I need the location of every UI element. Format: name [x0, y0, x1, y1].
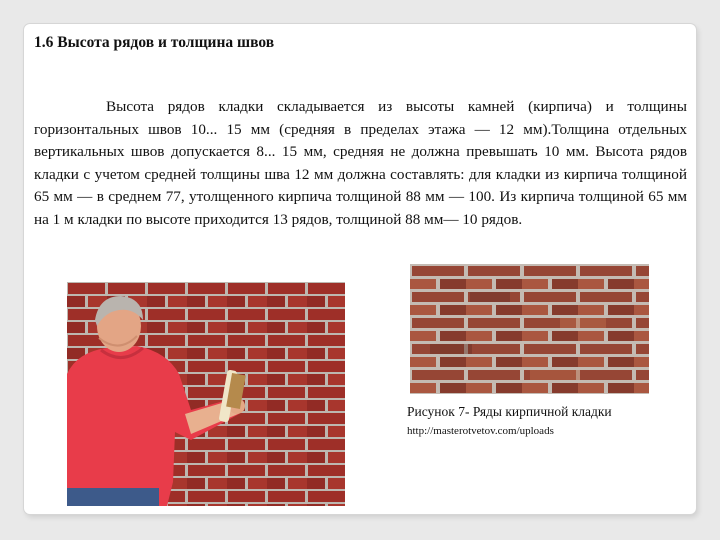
figure-caption: Рисунок 7- Ряды кирпичной кладки — [407, 404, 612, 419]
slide-title: 1.6 Высота рядов и толщина швов — [34, 34, 275, 51]
worker-brick-wall-photo — [67, 282, 345, 506]
body-paragraph: Высота рядов кладки складывается из высоты камней (кирпича) и толщины горизонтальных швов 10... 15 мм (средняя в пределах этажа — 12 мм).Толщина отдельных вертикальных швов допускается 8... 15 мм, средняя не должна превышать 10 мм. Высота рядов кладки с учетом средней толщины шва 12 мм должна составлять: для кладки из кирпича толщиной 65 мм — в среднем 77, утолщенного кирпича толщиной 88 мм — 100. Из кирпича толщиной 65 мм на 1 м кладки по высоте приходится 13 рядов, толщиной 88 мм— 10 рядов. — [34, 98, 687, 228]
figure-source-url: http://masterotvetov.com/uploads — [407, 425, 554, 437]
brick-rows-photo — [410, 264, 649, 394]
